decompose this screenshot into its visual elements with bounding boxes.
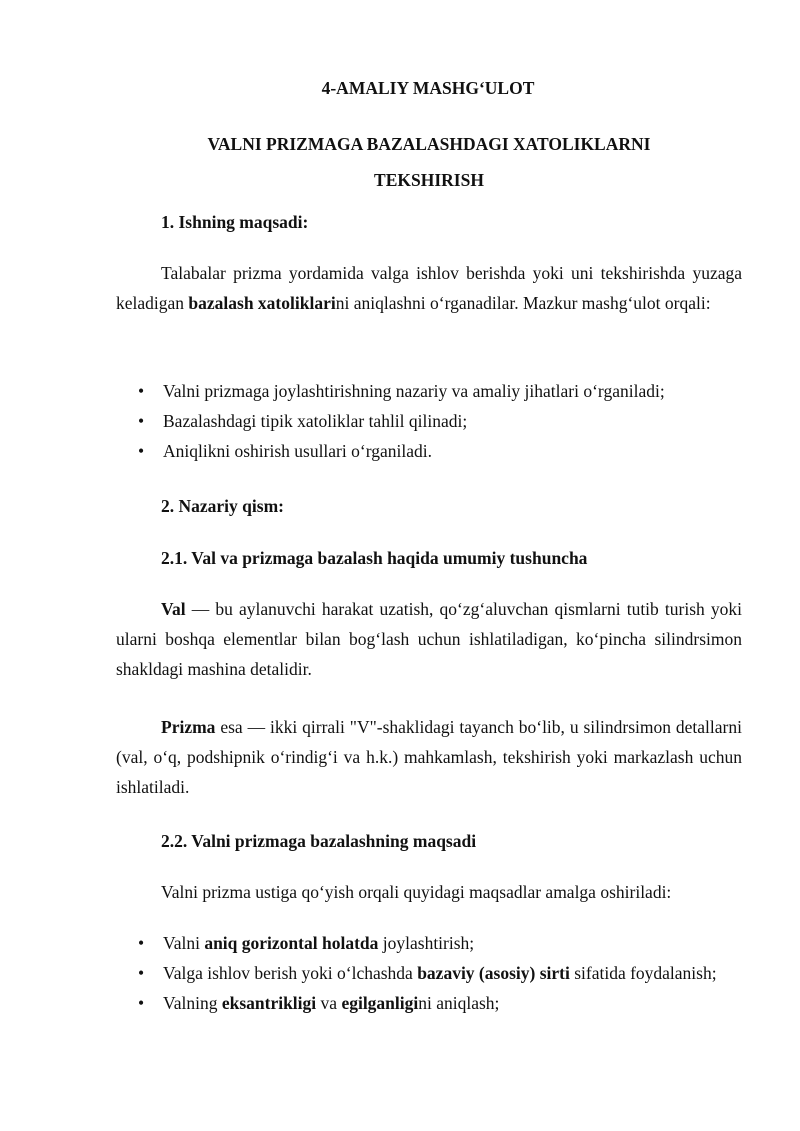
section-heading-theory: 2. Nazariy qism: [161, 496, 284, 516]
val-paragraph: Val — bu aylanuvchi harakat uzatish, qo‘zg‘aluvchan qismlarni tutib turish yoki ularni boshqa elementlar bilan bog‘lash uchun ishlatiladigan, ko‘pincha silindrsimon shakldagi mashina detalidir. [116, 599, 742, 679]
bullet-icon: • [138, 963, 145, 983]
section-heading-goal: 1. Ishning maqsadi: [161, 212, 309, 232]
bullet-icon: • [138, 933, 145, 953]
goal-paragraph: Talabalar prizma yordamida valga ishlov berishda yoki uni tekshirishda yuzaga keladigan bazalash xatoliklarini aniqlashni o‘rganadilar. Mazkur mashg‘ulot orqali: [116, 263, 742, 313]
term-val: Val [161, 599, 186, 619]
list-item: • Valning eksantrikligi va egilganligini aniqlash; [116, 988, 742, 1018]
bullet-icon: • [138, 441, 145, 461]
document-subtitle: VALNI PRIZMAGA BAZALASHDAGI XATOLIKLARNI TEKSHIRISH [207, 134, 651, 190]
term-bazalash-xatoliklari: bazalash xatoliklari [188, 293, 336, 313]
section-heading-2-1: 2.1. Val va prizmaga bazalash haqida umumiy tushuncha [161, 548, 588, 568]
section-heading-2-2: 2.2. Valni prizmaga bazalashning maqsadi [161, 831, 477, 851]
purpose-bullet-list [116, 928, 742, 1018]
list-item: • Valga ishlov berish yoki o‘lchashda bazaviy (asosiy) sirti sifatida foydalanish; [116, 958, 742, 988]
term-prizma: Prizma [161, 717, 216, 737]
prizma-paragraph: Prizma esa — ikki qirrali "V"-shaklidagi tayanch bo‘lib, u silindrsimon detallarni (val, o‘q, podshipnik o‘rindig‘i va h.k.) mahkamlash, tekshirish yoki markazlash uchun ishlatiladi. [116, 717, 742, 797]
list-item: • Bazalashdagi tipik xatoliklar tahlil qilinadi; [116, 406, 742, 436]
list-item: • Aniqlikni oshirish usullari o‘rganiladi. [116, 436, 742, 466]
purpose-lead: Valni prizma ustiga qo‘yish orqali quyidagi maqsadlar amalga oshiriladi: [161, 882, 672, 902]
bullet-icon: • [138, 411, 145, 431]
list-item: • Valni aniq gorizontal holatda joylashtirish; [116, 928, 742, 958]
bullet-icon: • [138, 993, 145, 1013]
document-title: 4-AMALIY MASHG‘ULOT [321, 78, 535, 98]
list-item: • Valni prizmaga joylashtirishning nazariy va amaliy jihatlari o‘rganiladi; [116, 376, 742, 406]
bullet-icon: • [138, 381, 145, 401]
goal-bullet-list [116, 376, 742, 466]
